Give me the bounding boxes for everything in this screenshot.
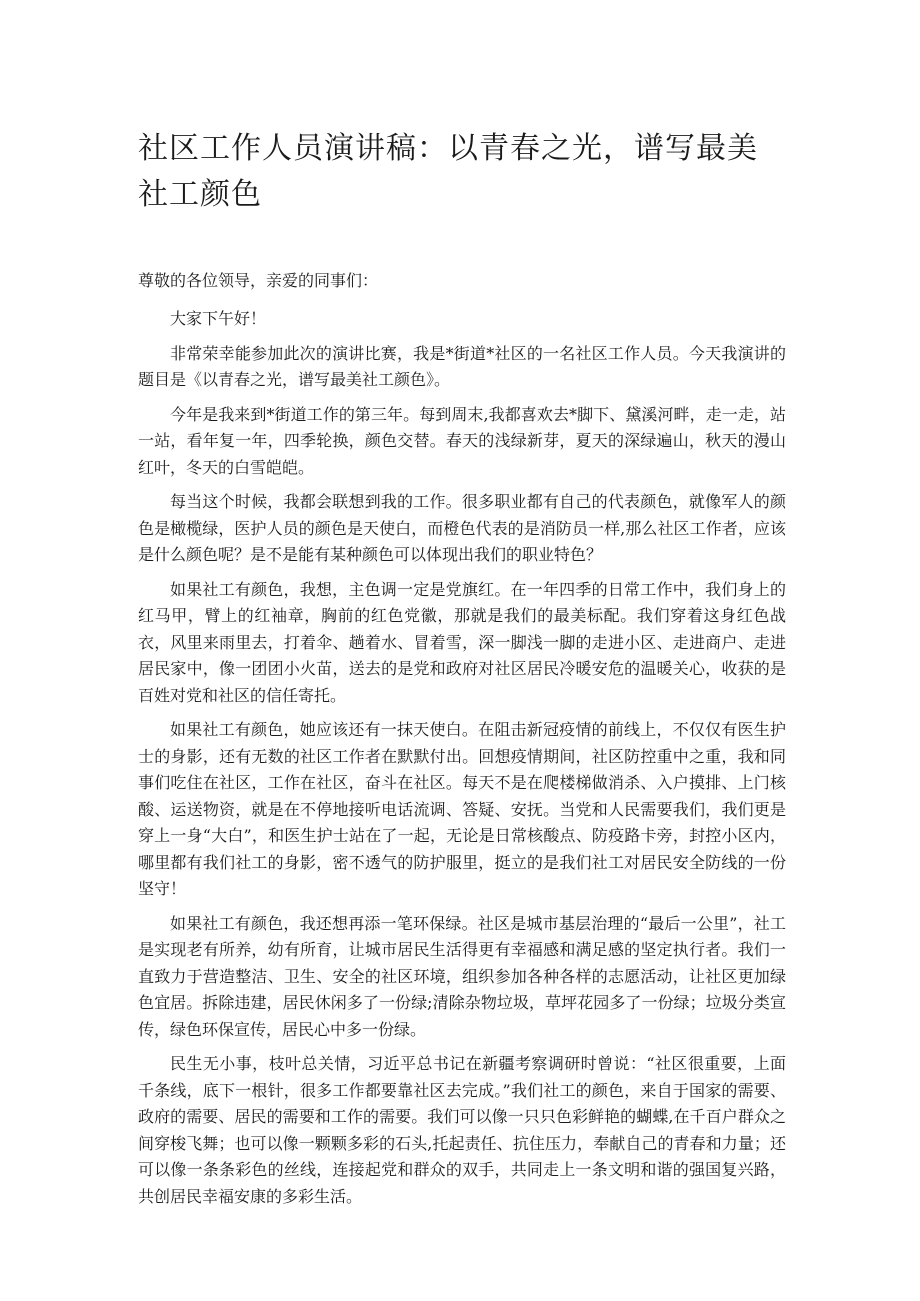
paragraph-profession-colors: 每当这个时候，我都会联想到我的工作。很多职业都有自己的代表颜色，就像军人的颜色是橄榄绿，医护人员的颜色是天使白，而橙色代表的是消防员一样,那么社区工作者，应该是什么颜色呢？是不是能有某种颜色可以体现出我们的职业特色？ xyxy=(138,492,786,564)
salutation: 尊敬的各位领导，亲爱的同事们： xyxy=(138,271,379,290)
paragraph-angel-white: 如果社工有颜色，她应该还有一抹天使白。在阻击新冠疫情的前线上，不仅仅有医生护士的身影，还有无数的社区工作者在默默付出。回想疫情期间，社区防控重中之重，我和同事们吃住在社区，工作在社区，奋斗在社区。每天不是在爬楼梯做消杀、入户摸排、上门核酸、运送物资，就是在不停地接听电话流调、答疑、安抚。当党和人民需要我们，我们更是穿上一身“大白”，和医生护士站在了一起，无论是日常核酸点、防疫路卡旁，封控小区内，哪里都有我们社工的身影，密不透气的防护服里，挺立的是我们社工对居民安全防线的一份坚守！ xyxy=(138,720,786,898)
document-title: 社区工作人员演讲稿：以青春之光，谱写最美社工颜色 xyxy=(138,131,758,212)
paragraph-eco-green: 如果社工有颜色，我还想再添一笔环保绿。社区是城市基层治理的“最后一公里”，社工是实现老有所养，幼有所育，让城市居民生活得更有幸福感和满足感的坚定执行者。我们一直致力于营造整洁、卫生、安全的社区环境，组织参加各种各样的志愿活动，让社区更加绿色宜居。拆除违建，居民休闲多了一份绿;清除杂物垃圾，草坪花园多了一份绿；垃圾分类宣传，绿色环保宣传，居民心中多一份绿。 xyxy=(138,913,786,1039)
document-body xyxy=(138,268,786,1218)
paragraph-greeting: 大家下午好！ xyxy=(170,309,267,328)
paragraph-conclusion: 民生无小事，枝叶总关情，习近平总书记在新疆考察调研时曾说：“社区很重要，上面千条线，底下一根针，很多工作都要靠社区去完成。”我们社工的颜色，来自于国家的需要、政府的需要、居民的需要和工作的需要。我们可以像一只只色彩鲜艳的蝴蝶,在千百户群众之间穿梭飞舞；也可以像一颗颗多彩的石头,托起责任、抗住压力，奉献自己的青春和力量；还可以像一条条彩色的丝线，连接起党和群众的双手，共同走上一条文明和谐的强国复兴路，共创居民幸福安康的多彩生活。 xyxy=(138,1054,786,1206)
paragraph-seasons: 今年是我来到*街道工作的第三年。每到周末,我都喜欢去*脚下、黛溪河畔，走一走，站一站，看年复一年，四季轮换，颜色交替。春天的浅绿新芽，夏天的深绿遍山，秋天的漫山红叶，冬天的白雪皑皑。 xyxy=(138,404,786,477)
paragraph-introduction: 非常荣幸能参加此次的演讲比赛，我是*街道*社区的一名社区工作人员。今天我演讲的题目是《以青春之光，谱写最美社工颜色》。 xyxy=(138,343,786,389)
paragraph-party-red: 如果社工有颜色，我想，主色调一定是党旗红。在一年四季的日常工作中，我们身上的红马甲，臂上的红袖章，胸前的红色党徽，那就是我们的最美标配。我们穿着这身红色战衣，风里来雨里去，打着伞、趟着水、冒着雪，深一脚浅一脚的走进小区、走进商户、走进居民家中，像一团团小火苗，送去的是党和政府对社区居民冷暖安危的温暖关心，收获的是百姓对党和社区的信任寄托。 xyxy=(138,579,786,705)
